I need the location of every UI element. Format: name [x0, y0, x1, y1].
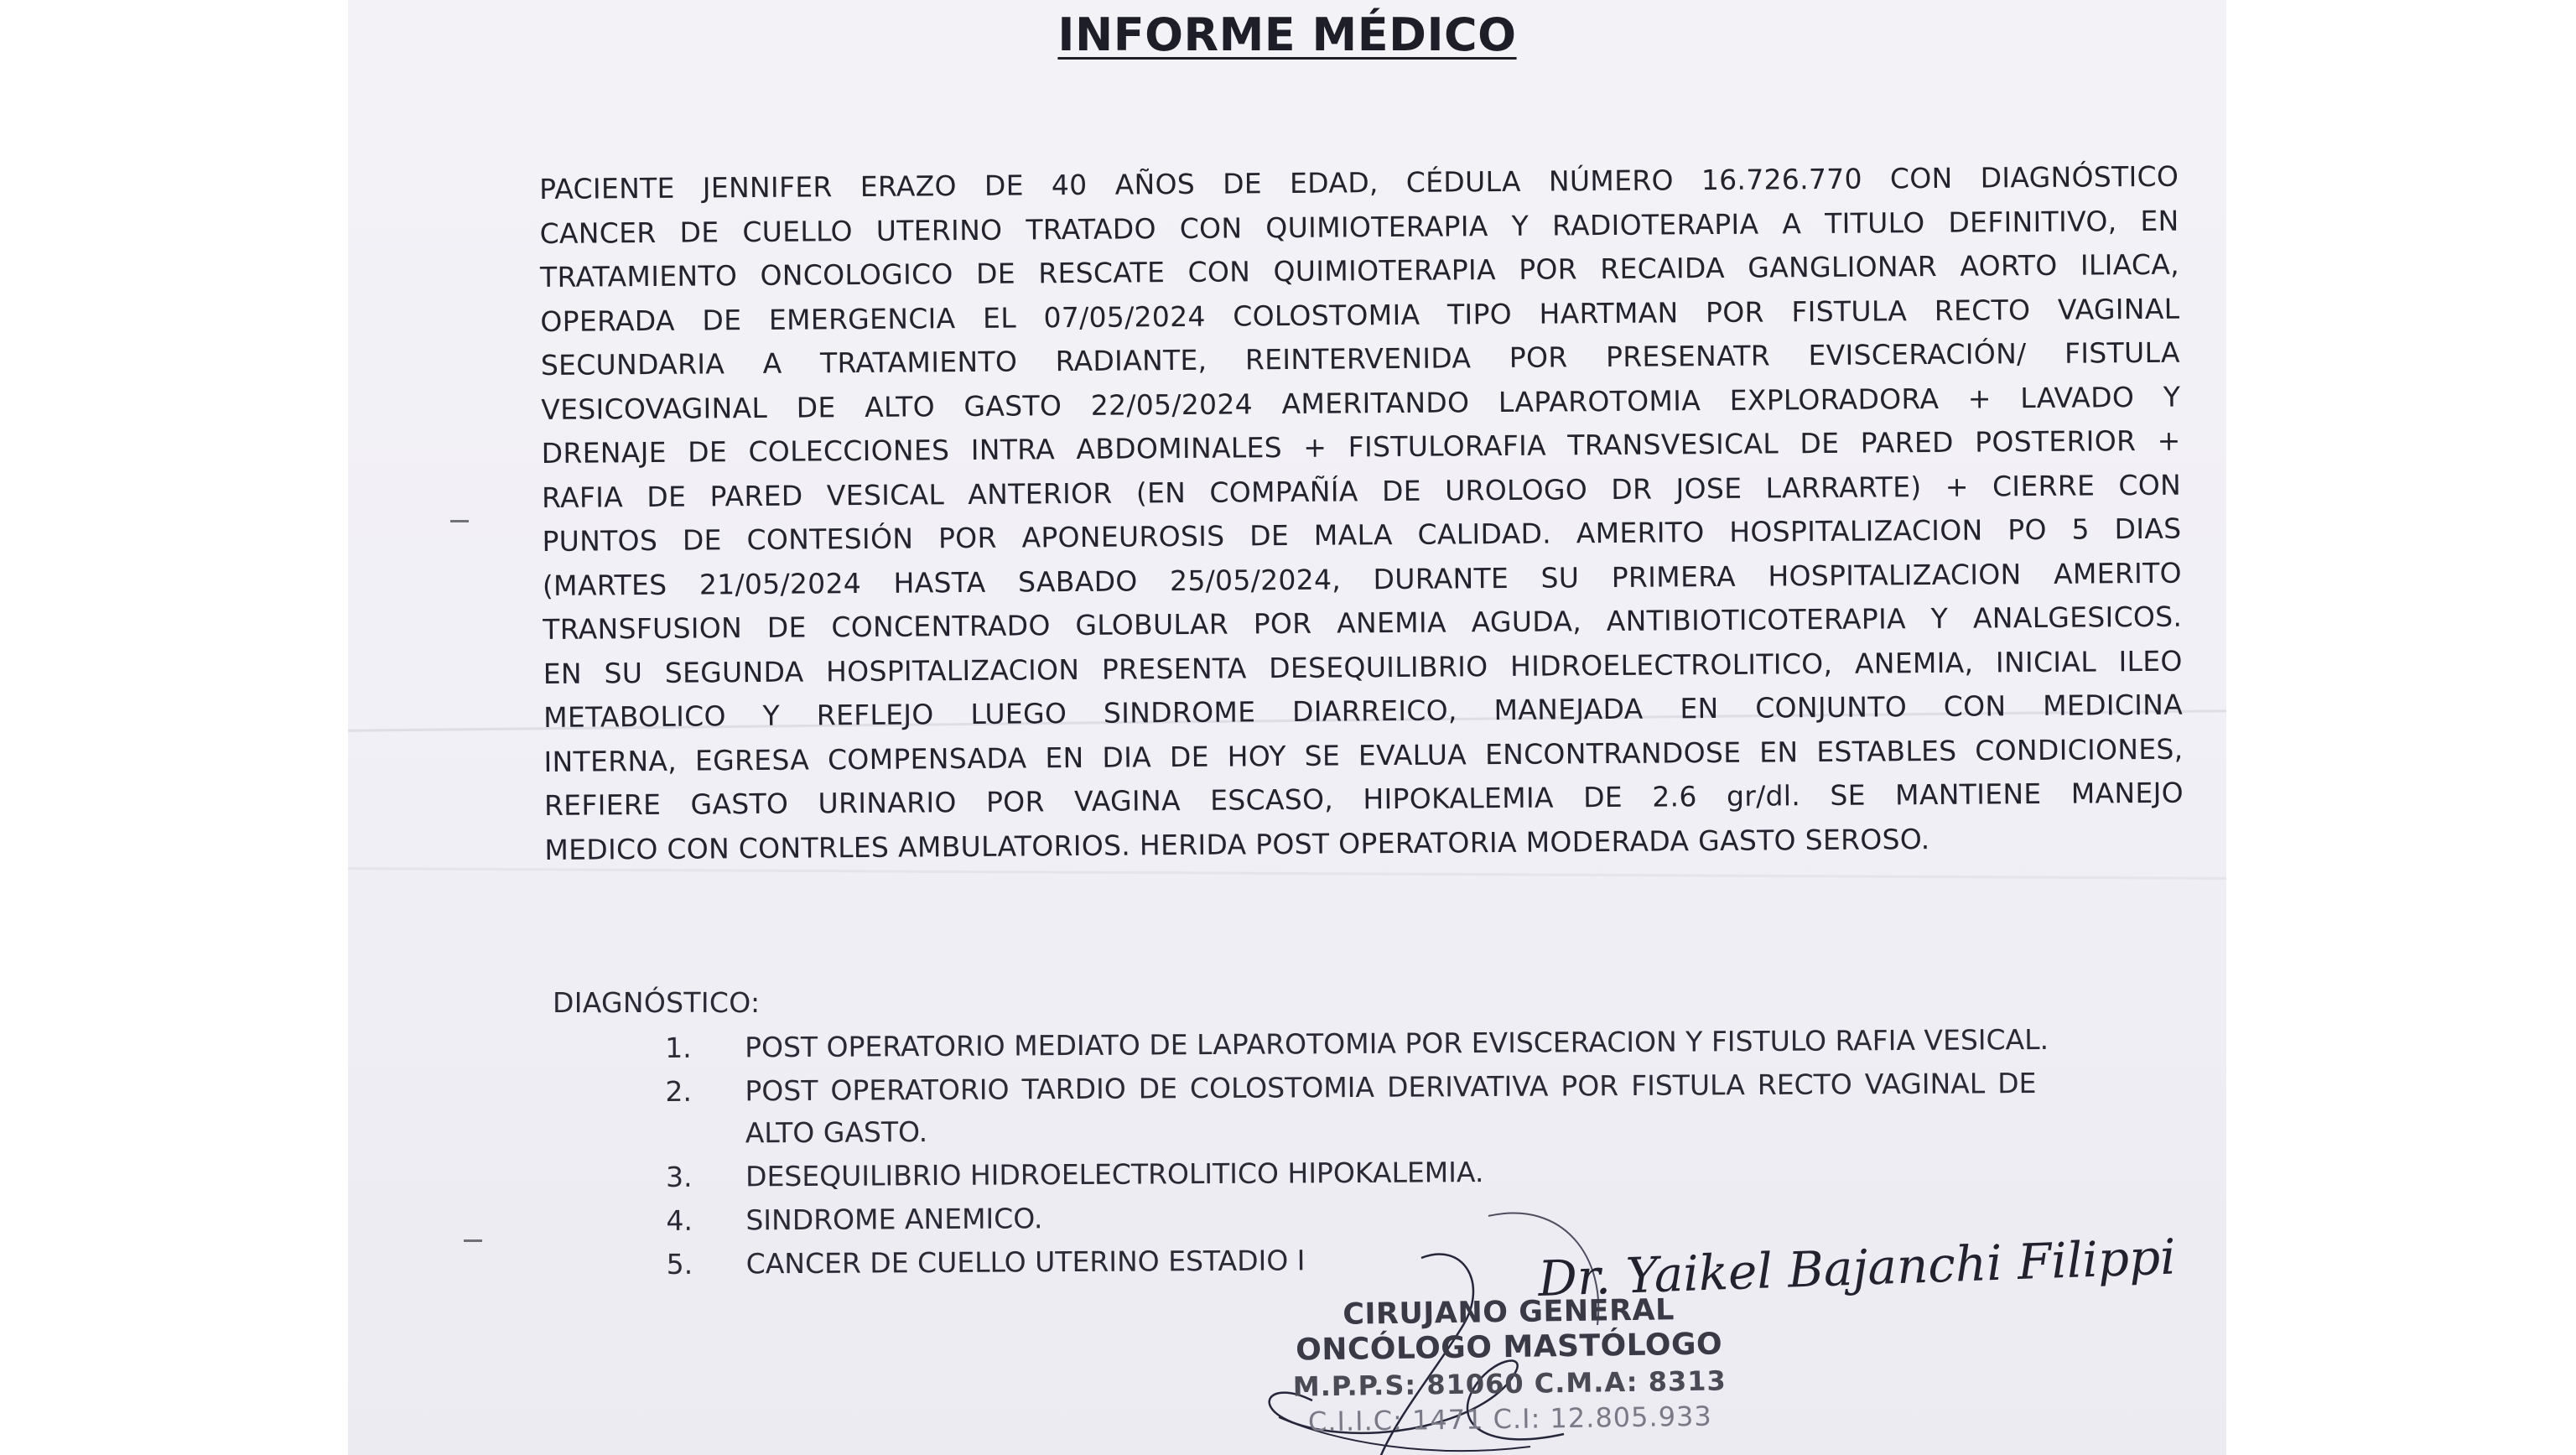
report-line: TRANSFUSION DE CONCENTRADO GLOBULAR POR ANEMIA AGUDA, ANTIBIOTICOTERAPIA Y ANALGESICOS. [543, 600, 2183, 646]
diagnosis-item [665, 1062, 2200, 1155]
diagnosis-item-text: SINDROME ANEMICO. [745, 1202, 1043, 1237]
report-line: PUNTOS DE CONTESIÓN POR APONEUROSIS DE MALA CALIDAD. AMERITO HOSPITALIZACION PO 5 DIAS [542, 512, 2182, 558]
document-title-text: INFORME MÉDICO [1057, 8, 1517, 61]
diagnosis-item-text: CANCER DE CUELLO UTERINO ESTADIO I [745, 1244, 1306, 1281]
diagnosis-item-number: 4. [666, 1203, 693, 1237]
diagnosis-item [666, 1147, 2200, 1198]
report-line: REFIERE GASTO URINARIO POR VAGINA ESCASO, HIPOKALEMIA DE 2.6 gr/dl. SE MANTIENE MANEJO [543, 776, 2184, 822]
diagnosis-heading: DIAGNÓSTICO: [553, 986, 761, 1019]
report-line: (MARTES 21/05/2024 HASTA SABADO 25/05/2024, DURANTE SU PRIMERA HOSPITALIZACION AMERITO [542, 556, 2183, 602]
svg-text:Dr. Yaikel Bajanchi Filippi: Dr. Yaikel Bajanchi Filippi [1537, 1228, 2177, 1307]
stamp-specialty: CIRUJANO GENERAL [1343, 1293, 1675, 1332]
document-page [348, 0, 2226, 1455]
document-title [348, 8, 2226, 61]
report-line: RAFIA DE PARED VESICAL ANTERIOR (EN COMPAÑÍA DE UROLOGO DR JOSE LARRARTE) + CIERRE CON [541, 468, 2182, 514]
report-line: MEDICO CON CONTRLES AMBULATORIOS. HERIDA POST OPERATORIA MODERADA GASTO SEROSO. [544, 822, 1930, 866]
diagnosis-item-text: POST OPERATORIO TARDIO DE COLOSTOMIA DERIVATIVA POR FISTULA RECTO VAGINAL DE ALTO GASTO. [745, 1067, 2037, 1150]
diagnosis-item [667, 1234, 2201, 1286]
report-line: METABOLICO Y REFLEJO LUEGO SINDROME DIARREICO, MANEJADA EN CONJUNTO CON MEDICINA [543, 688, 2184, 734]
margin-mark [464, 1239, 482, 1242]
report-line: CANCER DE CUELLO UTERINO TRATADO CON QUIMIOTERAPIA Y RADIOTERAPIA A TITULO DEFINITIVO, EN [539, 204, 2179, 250]
report-line: DRENAJE DE COLECCIONES INTRA ABDOMINALES + FISTULORAFIA TRANSVESICAL DE PARED POSTERIOR + [541, 424, 2181, 470]
stamp-specialty-2: ONCÓLOGO MASTÓLOGO [1295, 1327, 1723, 1368]
diagnosis-item-number: 3. [665, 1160, 693, 1193]
diagnosis-item-number: 1. [665, 1031, 692, 1064]
report-line: VESICOVAGINAL DE ALTO GASTO 22/05/2024 AMERITANDO LAPAROTOMIA EXPLORADORA + LAVADO Y [541, 380, 2181, 426]
diagnosis-item-number: 2. [665, 1074, 693, 1108]
stamp-id: C.I.I.C: 1471 C.I: 12.805.933 [1307, 1400, 1712, 1438]
diagnosis-item-number: 5. [666, 1247, 693, 1281]
report-line: SECUNDARIA A TRATAMIENTO RADIANTE, REINTERVENIDA POR PRESENATR EVISCERACIÓN/ FISTULA [540, 335, 2180, 382]
margin-mark [450, 520, 469, 522]
report-line: EN SU SEGUNDA HOSPITALIZACION PRESENTA DESEQUILIBRIO HIDROELECTROLITICO, ANEMIA, INICIAL ILEO [543, 644, 2183, 690]
diagnosis-item [666, 1191, 2200, 1242]
diagnosis-item-text: POST OPERATORIO MEDIATO DE LAPAROTOMIA POR EVISCERACION Y FISTULO RAFIA VESICAL. [745, 1022, 2049, 1064]
report-line: INTERNA, EGRESA COMPENSADA EN DIA DE HOY SE EVALUA ENCONTRANDOSE EN ESTABLES CONDICIONES, [543, 732, 2184, 778]
doctor-stamp [1274, 1292, 1745, 1440]
report-line: OPERADA DE EMERGENCIA EL 07/05/2024 COLOSTOMIA TIPO HARTMAN POR FISTULA RECTO VAGINAL [540, 292, 2180, 338]
diagnosis-item-text: DESEQUILIBRIO HIDROELECTROLITICO HIPOKALEMIA. [745, 1156, 1484, 1193]
diagnosis-list [665, 1018, 2201, 1287]
report-body [539, 155, 2184, 872]
diagnosis-item [665, 1018, 2199, 1069]
report-line: PACIENTE JENNIFER ERAZO DE 40 AÑOS DE EDAD, CÉDULA NÚMERO 16.726.770 CON DIAGNÓSTICO [539, 159, 2179, 205]
report-line: TRATAMIENTO ONCOLOGICO DE RESCATE CON QUIMIOTERAPIA POR RECAIDA GANGLIONAR AORTO ILIACA, [539, 247, 2180, 294]
stamp-registration: M.P.P.S: 81060 C.M.A: 8313 [1292, 1364, 1727, 1403]
